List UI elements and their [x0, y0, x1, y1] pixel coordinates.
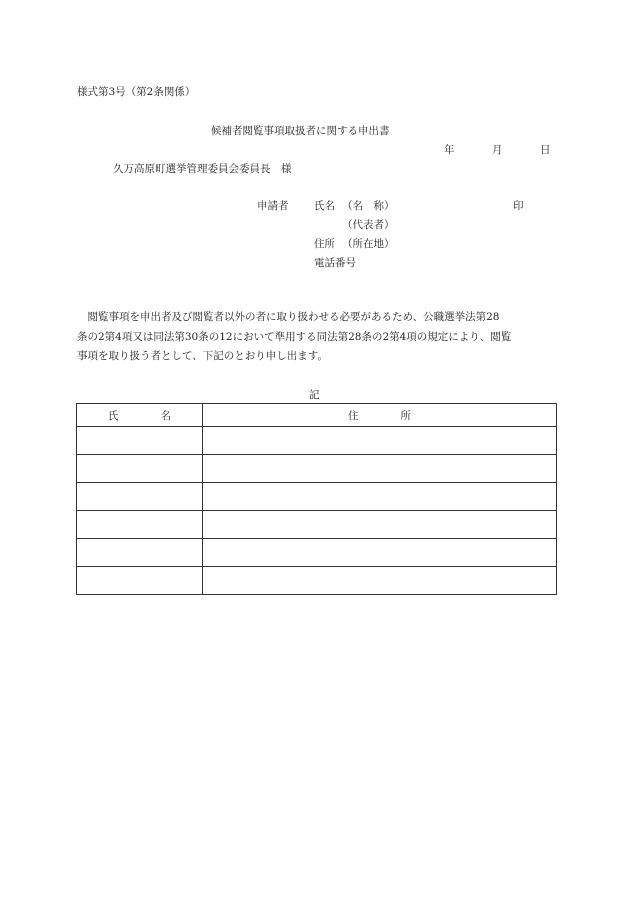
name-cell[interactable]	[77, 427, 203, 455]
phone-label: 電話番号	[314, 257, 356, 269]
form-number: 様式第3号（第2条関係）	[77, 86, 196, 98]
representative-label: （代表者）	[342, 219, 395, 231]
date-month-label: 月	[492, 144, 503, 156]
addressee: 久万高原町選挙管理委員会委員長 様	[113, 163, 292, 175]
body-line: 閲覧事項を申出者及び閲覧者以外の者に取り扱わせる必要があるため、公職選挙法第28	[77, 311, 500, 323]
address-sub-label: （所在地）	[342, 238, 395, 250]
date-day-label: 日	[540, 144, 551, 156]
address-label: 住所	[314, 238, 335, 250]
name-cell[interactable]	[77, 567, 203, 595]
address-cell[interactable]	[203, 539, 557, 567]
date-year-label: 年	[444, 144, 455, 156]
body-line: 条の2第4項又は同法第30条の12において準用する同法第28条の2第4項の規定により、閲覧	[77, 330, 512, 343]
body-line: 事項を取り扱う者として、下記のとおり申し出ます。	[77, 350, 328, 362]
name-cell[interactable]	[77, 511, 203, 539]
address-cell[interactable]	[203, 511, 557, 539]
name-sub-label: （名 称）	[342, 200, 395, 212]
table-row	[77, 567, 557, 595]
table-row	[77, 511, 557, 539]
document-title: 候補者閲覧事項取扱者に関する申出書	[211, 125, 390, 137]
header-name: 氏 名	[77, 404, 203, 427]
name-cell[interactable]	[77, 455, 203, 483]
name-cell[interactable]	[77, 483, 203, 511]
name-label: 氏名	[314, 200, 335, 212]
ki-heading: 記	[309, 389, 320, 401]
handler-table	[76, 403, 557, 595]
table-row	[77, 455, 557, 483]
address-cell[interactable]	[203, 567, 557, 595]
table-row	[77, 427, 557, 455]
seal-mark: 印	[513, 200, 524, 212]
address-cell[interactable]	[203, 483, 557, 511]
header-address: 住 所	[203, 404, 557, 427]
name-cell[interactable]	[77, 539, 203, 567]
address-cell[interactable]	[203, 455, 557, 483]
table-row	[77, 483, 557, 511]
applicant-label: 申請者	[257, 200, 289, 212]
body-paragraph	[77, 308, 557, 367]
table-header-row	[77, 404, 557, 427]
address-cell[interactable]	[203, 427, 557, 455]
table-row	[77, 539, 557, 567]
